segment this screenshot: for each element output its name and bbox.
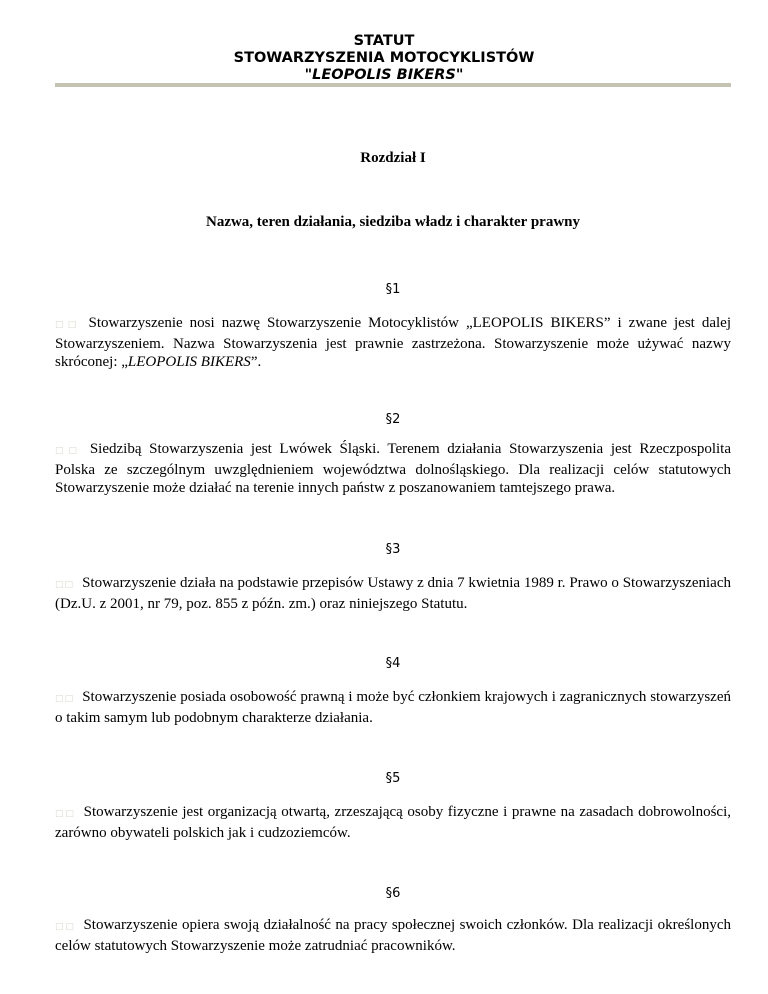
- section-number: §2: [385, 412, 401, 427]
- field-marker-icon: □□: [55, 922, 76, 932]
- header-subtitle: STOWARZYSZENIA MOTOCYKLISTÓW: [233, 50, 535, 66]
- quote-close: ": [455, 67, 464, 83]
- header-association-name: [0, 67, 768, 84]
- section-number: §1: [385, 282, 401, 297]
- section-paragraph: [55, 314, 731, 372]
- section-number: §4: [385, 656, 401, 671]
- document-header: [0, 0, 768, 84]
- field-marker-icon: □□: [55, 446, 82, 456]
- section-paragraph: [55, 688, 731, 727]
- section-number: §6: [385, 886, 401, 901]
- field-marker-icon: □□: [55, 809, 76, 819]
- section-paragraph: [55, 440, 731, 498]
- paragraph-text: Stowarzyszenie jest organizacją otwartą, zrzeszającą osoby fizyczne i prawne na zasadach dobrowolności, zarówno obywateli polskich jak i cudzoziemców.: [55, 804, 731, 841]
- field-marker-icon: □□: [55, 580, 75, 590]
- header-title: STATUT: [353, 33, 415, 49]
- field-marker-icon: □□: [55, 320, 81, 330]
- header-divider: [55, 83, 731, 87]
- section-paragraph: [55, 574, 731, 613]
- section-paragraph: [55, 803, 731, 842]
- quote-open: ": [304, 67, 313, 83]
- chapter-title: Rozdział I: [360, 150, 426, 166]
- section-paragraph: [55, 916, 731, 955]
- paragraph-text: Siedzibą Stowarzyszenia jest Lwówek Śląski. Terenem działania Stowarzyszenia jest Rzeczpospolita Polska ze szczególnym uwzględnieniem województwa dolnośląskiego. Dla realizacji celów statutowych Stowarzyszenie może działać na terenie innych państw z poszanowaniem tamtejszego prawa.: [55, 441, 731, 496]
- paragraph-text: Stowarzyszenie posiada osobowość prawną i może być członkiem krajowych i zagranicznych stowarzyszeń o takim samym lub podobnym charakterze działania.: [55, 689, 731, 726]
- section-number: §3: [385, 542, 401, 557]
- paragraph-tail: ”.: [250, 354, 262, 370]
- field-marker-icon: □□: [55, 694, 75, 704]
- association-name: LEOPOLIS BIKERS: [312, 67, 456, 83]
- paragraph-text: Stowarzyszenie opiera swoją działalność na pracy społecznej swoich członków. Dla realizacji określonych celów statutowych Stowarzyszenie może zatrudniać pracowników.: [55, 917, 731, 954]
- section-number: §5: [385, 771, 401, 786]
- paragraph-text: Stowarzyszenie działa na podstawie przepisów Ustawy z dnia 7 kwietnia 1989 r. Prawo o Stowarzyszeniach (Dz.U. z 2001, nr 79, poz. 855 z późn. zm.) oraz niniejszego Statutu.: [55, 575, 731, 612]
- paragraph-text: Stowarzyszenie nosi nazwę Stowarzyszenie Motocyklistów „LEOPOLIS BIKERS” i zwane jest dalej Stowarzyszeniem. Nazwa Stowarzyszenia jest prawnie zastrzeżona. Stowarzyszenie może używać nazwy skróconej: „: [55, 315, 731, 370]
- paragraph-italic-text: LEOPOLIS BIKERS: [127, 354, 251, 370]
- chapter-subtitle: Nazwa, teren działania, siedziba władz i charakter prawny: [205, 214, 580, 230]
